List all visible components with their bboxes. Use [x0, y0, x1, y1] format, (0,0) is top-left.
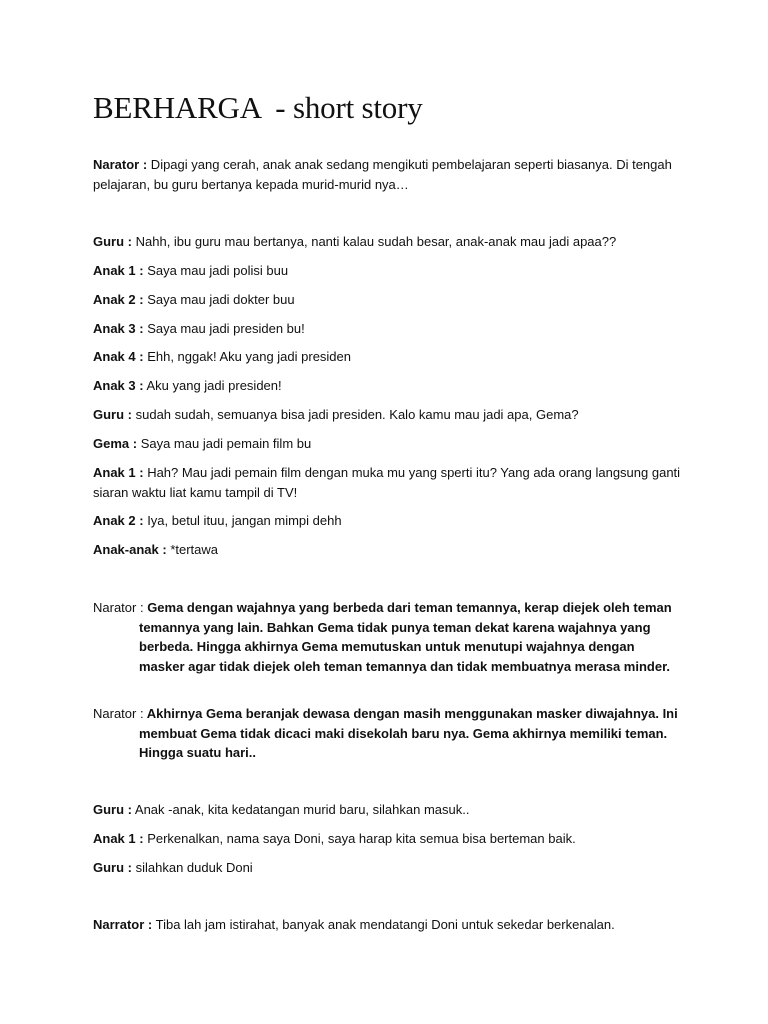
- dialogue-text: *tertawa: [166, 542, 219, 557]
- story-paragraph: [93, 290, 683, 310]
- narration-paragraph: [93, 598, 683, 676]
- speaker-label: Narrator :: [93, 917, 153, 932]
- narration-text: Gema dengan wajahnya yang berbeda dari teman temannya, kerap diejek oleh teman temannya yang lain. Bahkan Gema tidak punya teman dekat karena wajahnya yang berbeda. Hingga akhirnya Gema memutuskan untuk menutupi wajahnya dengan masker agar tidak diejek oleh teman temannya dan tidak membuatnya merasa minder.: [139, 600, 672, 674]
- speaker-label: Anak-anak :: [93, 542, 167, 557]
- speaker-label: Anak 4 :: [93, 349, 144, 364]
- story-paragraph: [93, 463, 683, 502]
- dialogue-text: Aku yang jadi presiden!: [143, 378, 282, 393]
- story-paragraph: [93, 540, 683, 560]
- speaker-label: Anak 1 :: [93, 831, 144, 846]
- dialogue-text: Perkenalkan, nama saya Doni, saya harap kita semua bisa berteman baik.: [143, 831, 576, 846]
- dialogue-text: Iya, betul ituu, jangan mimpi dehh: [143, 513, 342, 528]
- dialogue-text: Anak -anak, kita kedatangan murid baru, silahkan masuk..: [132, 802, 470, 817]
- speaker-label: Anak 3 :: [93, 378, 144, 393]
- story-paragraph: [93, 405, 683, 425]
- story-paragraph: [93, 376, 683, 396]
- speaker-label: Narator :: [93, 706, 144, 721]
- story-paragraph: [93, 347, 683, 367]
- dialogue-text: silahkan duduk Doni: [132, 860, 253, 875]
- speaker-label: Guru :: [93, 860, 132, 875]
- dialogue-text: Nahh, ibu guru mau bertanya, nanti kalau sudah besar, anak-anak mau jadi apaa??: [132, 234, 617, 249]
- speaker-label: Guru :: [93, 802, 132, 817]
- story-paragraph: [93, 829, 683, 849]
- speaker-label: Anak 1 :: [93, 263, 144, 278]
- dialogue-text: Tiba lah jam istirahat, banyak anak mendatangi Doni untuk sekedar berkenalan.: [152, 917, 615, 932]
- story-paragraph: [93, 232, 683, 252]
- dialogue-text: sudah sudah, semuanya bisa jadi presiden. Kalo kamu mau jadi apa, Gema?: [132, 407, 579, 422]
- speaker-label: Guru :: [93, 407, 132, 422]
- narration-text: Akhirnya Gema beranjak dewasa dengan masih menggunakan masker diwajahnya. Ini membuat Gema tidak dicaci maki disekolah baru nya. Gema akhirnya memiliki teman. Hingga suatu hari..: [139, 706, 678, 760]
- dialogue-text: Saya mau jadi polisi buu: [143, 263, 289, 278]
- speaker-label: Narator :: [93, 600, 144, 615]
- dialogue-text: Ehh, nggak! Aku yang jadi presiden: [143, 349, 352, 364]
- speaker-label: Anak 2 :: [93, 513, 144, 528]
- speaker-label: Anak 2 :: [93, 292, 144, 307]
- dialogue-text: Saya mau jadi pemain film bu: [137, 436, 312, 451]
- story-paragraph: [93, 319, 683, 339]
- story-paragraph: [93, 800, 683, 820]
- document-title: BERHARGA - short story: [93, 90, 423, 125]
- speaker-label: Anak 3 :: [93, 321, 144, 336]
- dialogue-text: Dipagi yang cerah, anak anak sedang mengikuti pembelajaran seperti biasanya. Di tengah pelajaran, bu guru bertanya kepada murid-murid nya…: [93, 157, 672, 192]
- story-paragraph: [93, 155, 683, 194]
- dialogue-text: Saya mau jadi dokter buu: [143, 292, 295, 307]
- story-paragraph: [93, 858, 683, 878]
- story-paragraph: [93, 511, 683, 531]
- story-paragraph: [93, 915, 683, 935]
- speaker-label: Narator :: [93, 157, 148, 172]
- speaker-label: Anak 1 :: [93, 465, 144, 480]
- narration-paragraph: [93, 704, 683, 763]
- story-paragraph: [93, 261, 683, 281]
- dialogue-text: Saya mau jadi presiden bu!: [143, 321, 305, 336]
- dialogue-text: Hah? Mau jadi pemain film dengan muka mu yang sperti itu? Yang ada orang langsung ganti siaran waktu liat kamu tampil di TV!: [93, 465, 681, 500]
- speaker-label: Gema :: [93, 436, 138, 451]
- story-paragraph: [93, 434, 683, 454]
- speaker-label: Guru :: [93, 234, 132, 249]
